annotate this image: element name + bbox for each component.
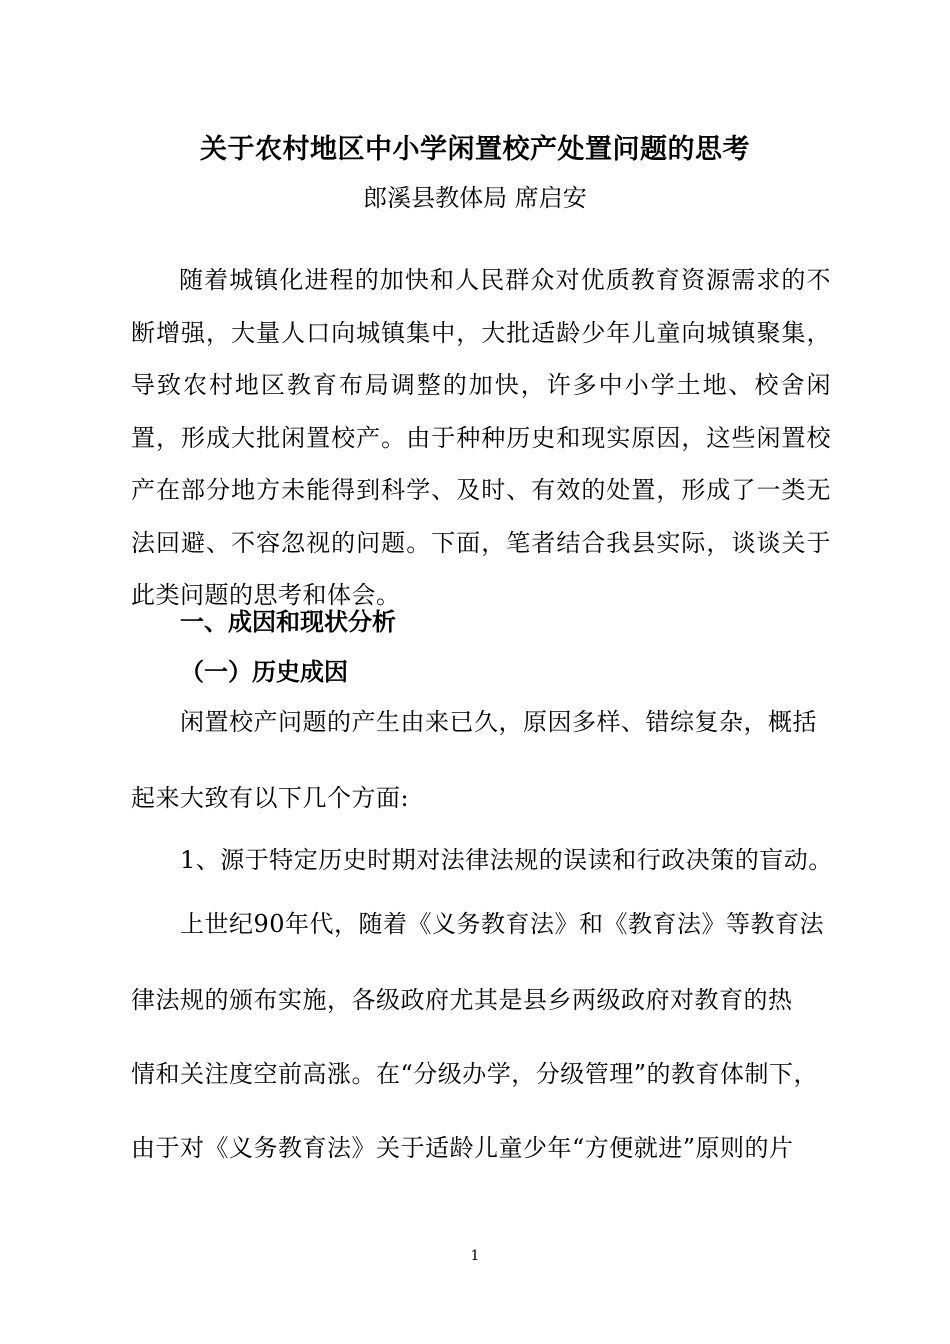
page-number: 1 bbox=[470, 1248, 480, 1264]
body-line: 情和关注度空前高涨。在“分级办学，分级管理”的教育体制下， bbox=[131, 1060, 819, 1088]
document-title: 关于农村地区中小学闲置校产处置问题的思考 bbox=[200, 134, 750, 165]
body-line: 律法规的颁布实施，各级政府尤其是县乡两级政府对教育的热 bbox=[131, 986, 793, 1014]
body-line: 上世纪90年代，随着《义务教育法》和《教育法》等教育法 bbox=[131, 910, 825, 938]
body-line: 1、源于特定历史时期对法律法规的误读和行政决策的盲动。 bbox=[131, 846, 833, 874]
intro-paragraph: 随着城镇化进程的加快和人民群众对优质教育资源需求的不断增强，大量人口向城镇集中，大批适龄少年儿童向城镇聚集，导致农村地区教育布局调整的加快，许多中小学土地、校舍闲置，形成大批闲置校产。由于种种历史和现实原因，这些闲置校产在部分地方未能得到科学、及时、有效的处置，形成了一类无法回避、不容忽视的问题。下面，笔者结合我县实际，谈谈关于此类问题的思考和体会。 bbox=[131, 266, 831, 609]
body-line: 由于对《义务教育法》关于适龄儿童少年“方便就进”原则的片 bbox=[131, 1134, 794, 1162]
subsection-heading: （一）历史成因 bbox=[180, 657, 348, 686]
body-line: 闲置校产问题的产生由来已久，原因多样、错综复杂，概括 bbox=[131, 708, 817, 736]
section-heading: 一、成因和现状分析 bbox=[180, 607, 396, 636]
author-byline: 郎溪县教体局 席启安 bbox=[363, 184, 587, 212]
body-line: 起来大致有以下几个方面: bbox=[131, 784, 410, 812]
